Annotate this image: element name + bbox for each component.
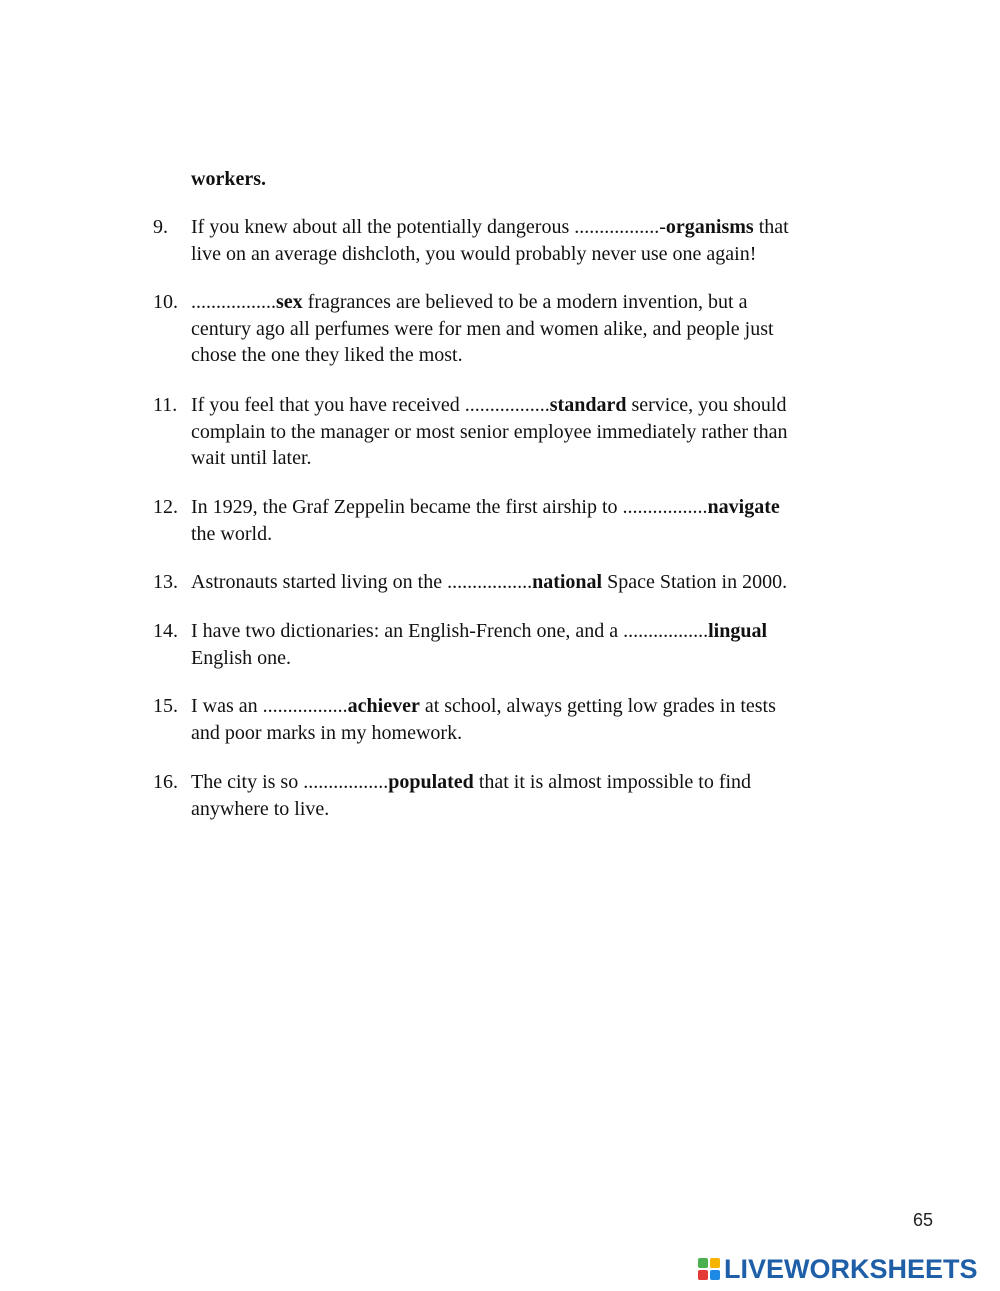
item-text-part: I have two dictionaries: an English-French one, and a .................: [191, 620, 709, 642]
item-number: 14.: [153, 620, 178, 642]
item-keyword: national: [532, 571, 603, 593]
item-keyword: achiever: [347, 695, 420, 717]
item-text: [191, 494, 853, 547]
item-keyword: lingual: [708, 620, 768, 642]
exercise-item-16: [153, 769, 853, 822]
item-text-part: In 1929, the Graf Zeppelin became the first airship to .................: [191, 496, 708, 518]
item-text-part: Astronauts started living on the .................: [191, 571, 533, 593]
logo-block-yellow: [710, 1258, 720, 1268]
exercise-item-13: [153, 569, 853, 596]
item-text: [191, 569, 853, 596]
item-number: 11.: [153, 394, 178, 416]
item-text-part: that live on an average dishcloth, you would probably never use one again!: [191, 216, 789, 265]
logo-block-red: [698, 1270, 708, 1280]
item-number: 13.: [153, 571, 178, 593]
logo-block-blue: [710, 1270, 720, 1280]
item-text-part: I was an .................: [191, 695, 348, 717]
item-keyword: standard: [549, 394, 627, 416]
item-text: [191, 392, 853, 472]
item-text-part: that it is almost impossible to find anywhere to live.: [191, 771, 752, 820]
item-number: 9.: [153, 216, 168, 238]
exercise-item-14: [153, 618, 853, 671]
item-text-part: the world.: [191, 522, 273, 545]
liveworksheets-logo-icon: [698, 1258, 720, 1280]
item-text: [191, 693, 853, 746]
brand-name: LIVEWORKSHEETS: [724, 1254, 978, 1284]
page-number: 65: [913, 1210, 934, 1230]
item-text-part: If you knew about all the potentially dangerous .................-: [191, 216, 666, 238]
item-keyword: populated: [388, 771, 474, 793]
item-number: 12.: [153, 496, 178, 518]
item-number: 16.: [153, 771, 178, 793]
item-text-part: English one.: [191, 646, 291, 669]
exercise-item-10: [153, 289, 853, 369]
item-text: [191, 618, 853, 671]
exercise-item-12: [153, 494, 853, 547]
exercise-item-15: [153, 693, 853, 746]
item-number: 15.: [153, 695, 178, 717]
exercise-item-11: [153, 392, 853, 472]
item-keyword: organisms: [665, 216, 754, 238]
item-text: [191, 214, 853, 267]
item-number: 10.: [153, 291, 178, 313]
item-text-part: The city is so .................: [191, 771, 389, 793]
item-text: [191, 289, 853, 369]
carry-over-text: workers.: [191, 168, 266, 190]
item-text-part: Space Station in 2000.: [602, 571, 788, 593]
exercise-item-9: [153, 214, 853, 267]
item-text-part: .................: [191, 291, 276, 313]
item-keyword: sex: [276, 291, 303, 313]
logo-block-green: [698, 1258, 708, 1268]
item-text-part: at school, always getting low grades in tests and poor marks in my homework.: [191, 695, 776, 744]
liveworksheets-brand: [698, 1254, 978, 1284]
item-text: [191, 769, 853, 822]
item-keyword: navigate: [707, 496, 780, 518]
item-text-part: fragrances are believed to be a modern invention, but a century ago all perfumes were for men and women alike, and people just chose the one they liked the most.: [191, 291, 774, 366]
item-text-part: service, you should complain to the manager or most senior employee immediately rather than wait until later.: [191, 394, 788, 469]
item-text-part: If you feel that you have received .................: [191, 394, 550, 416]
